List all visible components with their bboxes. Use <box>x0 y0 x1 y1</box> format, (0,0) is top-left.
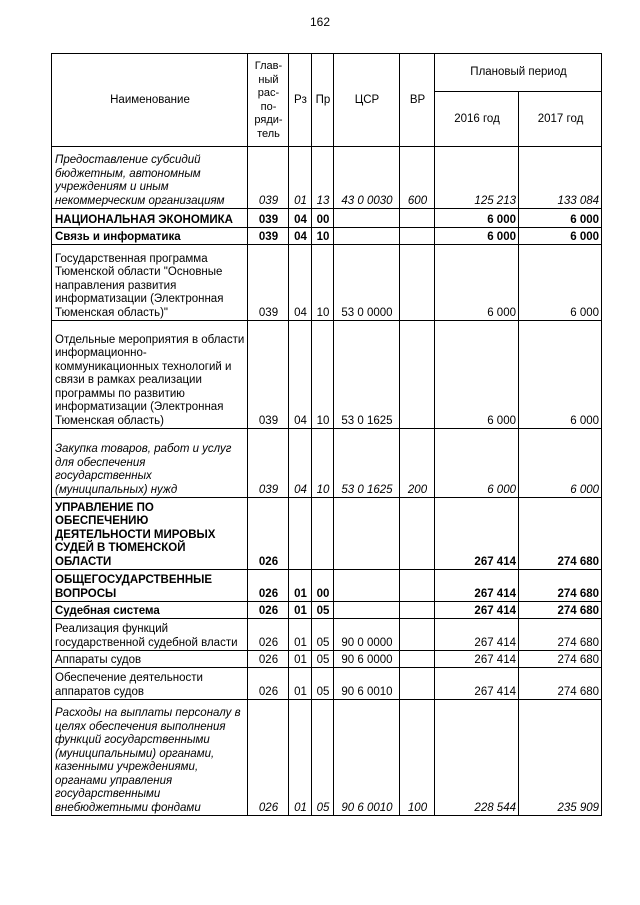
cell-2017: 6 000 <box>519 209 602 228</box>
cell-rz: 01 <box>289 668 312 700</box>
cell-csr: 90 6 0010 <box>334 668 400 700</box>
cell-main-manager: 039 <box>248 147 289 209</box>
header-name: Наименование <box>52 54 248 147</box>
cell-vr <box>400 209 435 228</box>
cell-csr <box>334 498 400 570</box>
cell-2017: 6 000 <box>519 429 602 498</box>
cell-name: Расходы на выплаты персоналу в целях обеспечения выполнения функций государственными (муниципальными) органами, казенными учреждениями, органами управления государственными внебюджетными фондами <box>52 700 248 816</box>
cell-2017: 6 000 <box>519 321 602 429</box>
cell-csr <box>334 209 400 228</box>
table-row <box>52 668 602 700</box>
cell-rz: 04 <box>289 228 312 245</box>
cell-main-manager: 039 <box>248 245 289 321</box>
cell-csr <box>334 602 400 619</box>
header-year-2016: 2016 год <box>435 92 519 147</box>
cell-csr: 53 0 1625 <box>334 321 400 429</box>
cell-vr <box>400 321 435 429</box>
cell-name: Связь и информатика <box>52 228 248 245</box>
cell-rz <box>289 498 312 570</box>
cell-main-manager: 039 <box>248 209 289 228</box>
cell-csr <box>334 570 400 602</box>
cell-name: Предоставление субсидий бюджетным, автономным учреждениям и иным некоммерческим организациям <box>52 147 248 209</box>
table-row <box>52 619 602 651</box>
cell-2016: 267 414 <box>435 570 519 602</box>
cell-2017: 235 909 <box>519 700 602 816</box>
cell-vr <box>400 651 435 668</box>
cell-csr <box>334 228 400 245</box>
cell-2017: 274 680 <box>519 619 602 651</box>
cell-pr: 10 <box>312 429 334 498</box>
cell-rz: 01 <box>289 651 312 668</box>
cell-main-manager: 026 <box>248 498 289 570</box>
header-planned-period: Плановый период <box>435 54 602 92</box>
table-row <box>52 209 602 228</box>
cell-2017: 274 680 <box>519 602 602 619</box>
cell-pr: 05 <box>312 619 334 651</box>
cell-name: НАЦИОНАЛЬНАЯ ЭКОНОМИКА <box>52 209 248 228</box>
cell-rz: 01 <box>289 602 312 619</box>
cell-rz: 04 <box>289 209 312 228</box>
cell-2017: 133 084 <box>519 147 602 209</box>
cell-vr <box>400 619 435 651</box>
cell-2016: 267 414 <box>435 651 519 668</box>
cell-main-manager: 039 <box>248 321 289 429</box>
cell-rz: 01 <box>289 619 312 651</box>
table-row <box>52 245 602 321</box>
table-body <box>52 147 602 816</box>
table-row <box>52 570 602 602</box>
cell-name: Обеспечение деятельности аппаратов судов <box>52 668 248 700</box>
cell-pr: 05 <box>312 700 334 816</box>
cell-pr: 00 <box>312 570 334 602</box>
cell-pr: 10 <box>312 321 334 429</box>
cell-2016: 267 414 <box>435 619 519 651</box>
cell-name: Реализация функций государственной судебной власти <box>52 619 248 651</box>
header-main-manager <box>248 54 289 147</box>
cell-pr <box>312 498 334 570</box>
cell-rz: 04 <box>289 429 312 498</box>
table-row <box>52 321 602 429</box>
cell-pr: 10 <box>312 228 334 245</box>
cell-main-manager: 026 <box>248 668 289 700</box>
cell-vr: 100 <box>400 700 435 816</box>
cell-vr: 600 <box>400 147 435 209</box>
cell-rz: 01 <box>289 570 312 602</box>
cell-pr: 05 <box>312 651 334 668</box>
page-number: 162 <box>309 15 331 29</box>
cell-main-manager: 039 <box>248 429 289 498</box>
cell-2017: 6 000 <box>519 228 602 245</box>
cell-vr <box>400 245 435 321</box>
cell-main-manager: 039 <box>248 228 289 245</box>
header-rz: Рз <box>289 54 312 147</box>
cell-rz: 04 <box>289 321 312 429</box>
cell-csr: 53 0 0000 <box>334 245 400 321</box>
cell-main-manager: 026 <box>248 619 289 651</box>
cell-pr: 05 <box>312 602 334 619</box>
table-row <box>52 602 602 619</box>
table-row <box>52 429 602 498</box>
cell-name: Закупка товаров, работ и услуг для обеспечения государственных (муниципальных) нужд <box>52 429 248 498</box>
cell-csr: 53 0 1625 <box>334 429 400 498</box>
cell-rz: 01 <box>289 147 312 209</box>
cell-2016: 267 414 <box>435 602 519 619</box>
cell-2017: 274 680 <box>519 570 602 602</box>
table-row <box>52 651 602 668</box>
cell-vr <box>400 498 435 570</box>
cell-vr <box>400 570 435 602</box>
table-row <box>52 228 602 245</box>
cell-name: Аппараты судов <box>52 651 248 668</box>
cell-2017: 274 680 <box>519 498 602 570</box>
table-row <box>52 498 602 570</box>
cell-vr <box>400 602 435 619</box>
cell-2016: 6 000 <box>435 209 519 228</box>
cell-2016: 6 000 <box>435 429 519 498</box>
cell-main-manager: 026 <box>248 602 289 619</box>
cell-csr: 90 0 0000 <box>334 619 400 651</box>
cell-rz: 01 <box>289 700 312 816</box>
cell-rz: 04 <box>289 245 312 321</box>
table-row <box>52 700 602 816</box>
cell-2017: 274 680 <box>519 651 602 668</box>
cell-vr <box>400 668 435 700</box>
header-main-manager-text: Глав- ный рас- по- ряди- тель <box>254 60 283 140</box>
cell-name: ОБЩЕГОСУДАРСТВЕННЫЕ ВОПРОСЫ <box>52 570 248 602</box>
cell-2016: 228 544 <box>435 700 519 816</box>
cell-2017: 274 680 <box>519 668 602 700</box>
header-pr: Пр <box>312 54 334 147</box>
cell-2016: 6 000 <box>435 321 519 429</box>
cell-main-manager: 026 <box>248 700 289 816</box>
cell-pr: 05 <box>312 668 334 700</box>
cell-2016: 6 000 <box>435 245 519 321</box>
cell-name: Отдельные мероприятия в области информационно-коммуникационных технологий и связи в рамках реализации программы по развитию информатизации (Электронная Тюменская область) <box>52 321 248 429</box>
cell-main-manager: 026 <box>248 651 289 668</box>
cell-pr: 13 <box>312 147 334 209</box>
cell-name: Государственная программа Тюменской области "Основные направления развития информатизации (Электронная Тюменская область)" <box>52 245 248 321</box>
cell-csr: 43 0 0030 <box>334 147 400 209</box>
header-csr: ЦСР <box>334 54 400 147</box>
cell-pr: 00 <box>312 209 334 228</box>
cell-name: УПРАВЛЕНИЕ ПО ОБЕСПЕЧЕНИЮ ДЕЯТЕЛЬНОСТИ МИРОВЫХ СУДЕЙ В ТЮМЕНСКОЙ ОБЛАСТИ <box>52 498 248 570</box>
cell-vr: 200 <box>400 429 435 498</box>
cell-vr <box>400 228 435 245</box>
cell-csr: 90 6 0010 <box>334 700 400 816</box>
cell-csr: 90 6 0000 <box>334 651 400 668</box>
cell-main-manager: 026 <box>248 570 289 602</box>
header-year-2017: 2017 год <box>519 92 602 147</box>
cell-2016: 6 000 <box>435 228 519 245</box>
cell-name: Судебная система <box>52 602 248 619</box>
cell-pr: 10 <box>312 245 334 321</box>
table-row <box>52 147 602 209</box>
budget-table <box>51 53 602 816</box>
cell-2017: 6 000 <box>519 245 602 321</box>
cell-2016: 267 414 <box>435 498 519 570</box>
header-vr: ВР <box>400 54 435 147</box>
cell-2016: 125 213 <box>435 147 519 209</box>
cell-2016: 267 414 <box>435 668 519 700</box>
